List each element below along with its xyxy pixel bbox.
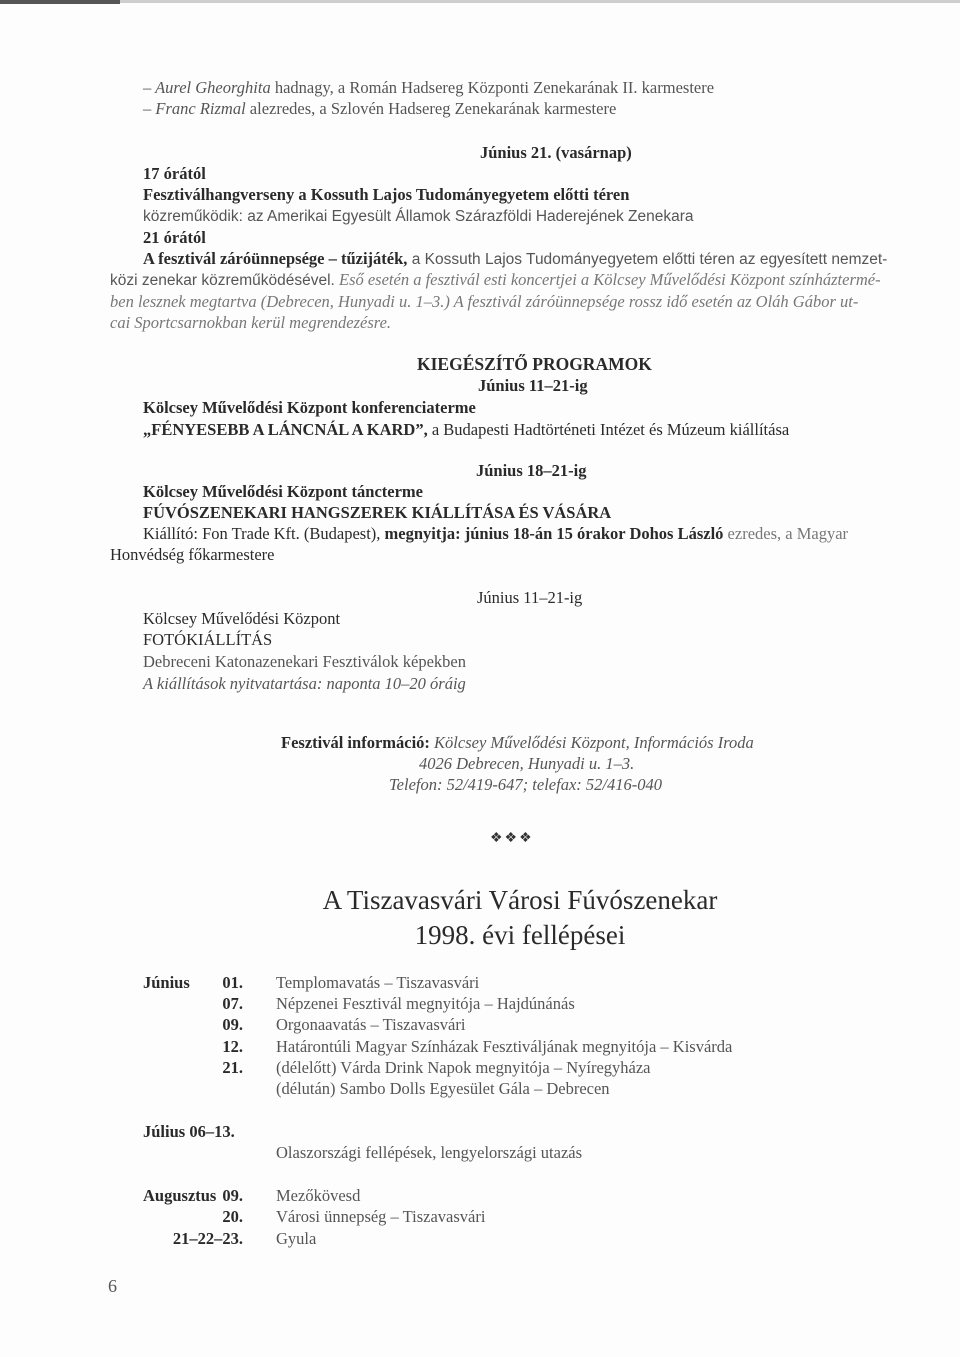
- schedule-event: (délután) Sambo Dolls Egyesület Gála – Debrecen: [276, 1079, 610, 1098]
- opening-rest: ezredes, a Magyar: [723, 524, 849, 543]
- closing-location: a Kossuth Lajos Tudományegyetem előtti téren az egyesített nemzet-: [407, 251, 888, 268]
- programs-heading: KIEGÉSZÍTŐ PROGRAMOK: [417, 354, 652, 374]
- schedule-event: Gyula: [276, 1229, 317, 1248]
- event-concert-title: Fesztiválhangverseny a Kossuth Lajos Tudományegyetem előtti téren: [143, 185, 630, 204]
- exhibitor-text: Kiállító: Fon Trade Kft. (Budapest),: [143, 524, 381, 543]
- program2-line2: Honvédség főkarmestere: [110, 545, 275, 564]
- conductor-desc: alezredes, a Szlovén Hadsereg Zenekarának karmestere: [245, 99, 617, 118]
- schedule-day: 12.: [222, 1037, 243, 1056]
- schedule-event: Népzenei Fesztivál megnyitója – Hajdúnánás: [276, 994, 575, 1013]
- ornament-divider: ❖❖❖: [490, 831, 534, 846]
- closing-band: közi zenekar közreműködésével.: [110, 272, 335, 289]
- conductor-desc: hadnagy, a Román Hadsereg Központi Zenekarának II. karmestere: [270, 78, 715, 97]
- program1-venue: Kölcsey Művelődési Központ konferenciaterme: [143, 398, 476, 417]
- schedule-event: Templomavatás – Tiszavasvári: [276, 973, 480, 992]
- event-closing-line4: cai Sportcsarnokban kerül megrendezésre.: [110, 313, 392, 332]
- schedule-day: 01.: [222, 973, 243, 992]
- schedule-day: 07.: [222, 994, 243, 1013]
- section-title-line2: 1998. évi fellépései: [414, 920, 626, 950]
- schedule-event: Városi ünnepség – Tiszavasvári: [276, 1207, 486, 1226]
- schedule-event: (délelőtt) Várda Drink Napok megnyitója – Nyíregyháza: [276, 1058, 651, 1077]
- program3-date: Június 11–21-ig: [477, 588, 583, 607]
- scan-edge-mark: [0, 0, 120, 4]
- event-closing-line1: [143, 249, 887, 270]
- time-21: 21 órától: [143, 228, 206, 247]
- program1-date: Június 11–21-ig: [478, 376, 588, 395]
- opening-text: megnyitja: június 18-án 15 órakor Dohos László: [380, 524, 724, 543]
- conductor-name: – Franc Rizmal: [143, 99, 246, 118]
- conductor-line-2: [143, 99, 616, 119]
- program1-title-bold: „FÉNYESEBB A LÁNCNÁL A KARD”,: [143, 420, 428, 439]
- event-concert-detail: közreműködik: az Amerikai Egyesült Államok Szárazföldi Haderejének Zenekara: [143, 208, 694, 225]
- event-closing-line2: [110, 270, 881, 291]
- page-number: 6: [108, 1276, 117, 1296]
- event-closing-line3: ben lesznek megtartva (Debrecen, Hunyadi u. 1–3.) A fesztivál záróünnepsége rossz idő esetén az Oláh Gábor ut-: [110, 292, 859, 311]
- program3-hours: A kiállítások nyitvatartása: naponta 10–20 óráig: [143, 674, 466, 693]
- scan-edge: [0, 0, 960, 3]
- program3-desc: Debreceni Katonazenekari Fesztiválok képekben: [143, 652, 466, 671]
- program1-title: [143, 420, 789, 440]
- conductor-line-1: [143, 78, 714, 98]
- program2-venue: Kölcsey Művelődési Központ táncterme: [143, 482, 423, 501]
- festival-info-line2: 4026 Debrecen, Hunyadi u. 1–3.: [419, 754, 635, 773]
- schedule-event: Orgonaavatás – Tiszavasvári: [276, 1015, 466, 1034]
- schedule-event: Olaszországi fellépések, lengyelországi utazás: [276, 1143, 583, 1162]
- schedule-day: 21–22–23.: [172, 1229, 243, 1248]
- schedule-event: Határontúli Magyar Színházak Fesztiváljának megnyitója – Kisvárda: [276, 1037, 733, 1056]
- section-title-line1: A Tiszavasvári Városi Fúvószenekar: [322, 885, 718, 915]
- festival-info-line3: Telefon: 52/419-647; telefax: 52/416-040: [389, 775, 662, 794]
- schedule-month: Július 06–13.: [143, 1122, 235, 1141]
- rain-note: Eső esetén a fesztivál esti koncertjei a Kölcsey Művelődési Központ színháztermé-: [334, 270, 881, 289]
- program2-date: Június 18–21-ig: [476, 461, 587, 480]
- program1-title-rest: a Budapesti Hadtörténeti Intézet és Múzeum kiállítása: [427, 420, 790, 439]
- festival-info-line1: [281, 733, 754, 753]
- schedule-event: Mezőkövesd: [276, 1186, 361, 1205]
- schedule-month: Augusztus: [143, 1186, 217, 1205]
- schedule-day: 21.: [222, 1058, 243, 1077]
- schedule-month: Június: [143, 973, 190, 992]
- june21-date: Június 21. (vasárnap): [480, 143, 632, 162]
- program2-title: FÚVÓSZENEKARI HANGSZEREK KIÁLLÍTÁSA ÉS VÁSÁRA: [143, 503, 612, 522]
- closing-title: A fesztivál záróünnepsége – tűzijáték,: [143, 249, 408, 268]
- schedule-day: 09.: [222, 1186, 243, 1205]
- program2-exhibitor: [143, 524, 848, 544]
- schedule-day: 20.: [222, 1207, 243, 1226]
- schedule-day: 09.: [222, 1015, 243, 1034]
- info-address-1: Kölcsey Művelődési Központ, Információs Iroda: [429, 733, 754, 752]
- info-label: Fesztivál információ:: [281, 733, 430, 752]
- program3-title: FOTÓKIÁLLÍTÁS: [143, 630, 273, 649]
- time-17: 17 órától: [143, 164, 206, 183]
- program3-venue: Kölcsey Művelődési Központ: [143, 609, 341, 628]
- conductor-name: – Aurel Gheorghita: [143, 78, 271, 97]
